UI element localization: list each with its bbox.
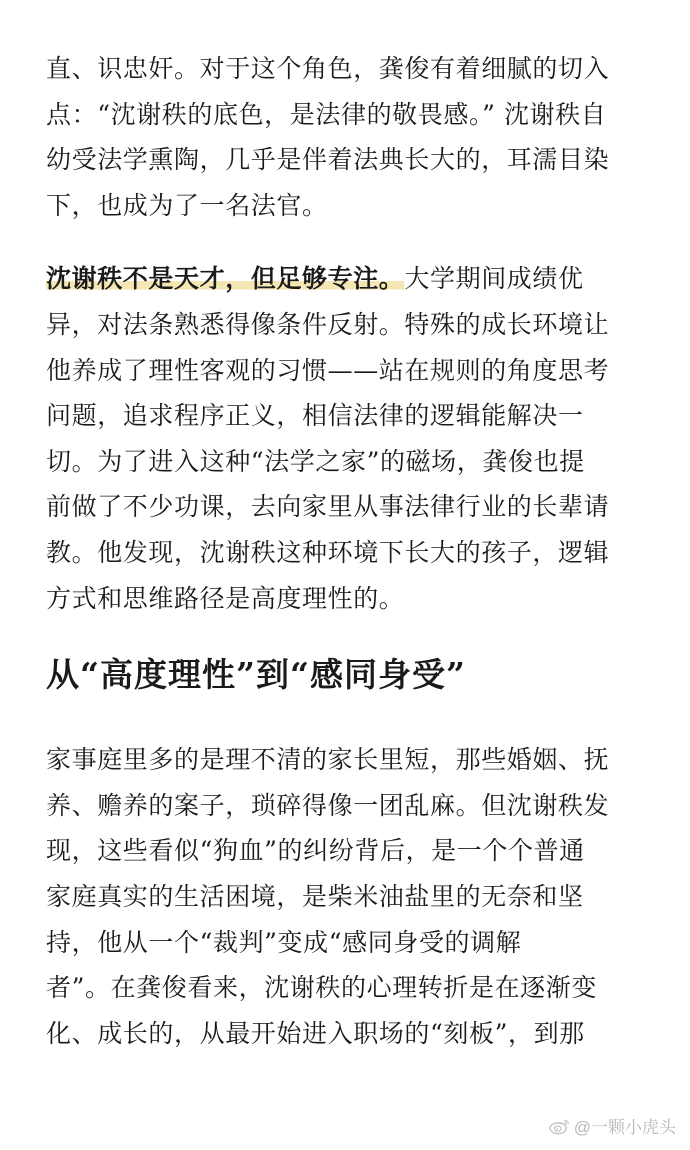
text-line: 异，对法条熟悉得像条件反射。特殊的成长环境让 [46, 309, 610, 339]
text-line: 化、成长的，从最开始进入职场的“刻板”，到那 [46, 1018, 585, 1048]
text-line: 幼受法学熏陶，几乎是伴着法典长大的，耳濡目染 [46, 145, 610, 175]
text-line: 他养成了理性客观的习惯——站在规则的角度思考 [46, 355, 610, 385]
text-line: 下，也成为了一名法官。 [46, 190, 328, 220]
paragraph-3 [46, 737, 646, 1056]
text-line [46, 256, 646, 302]
text-fragment: 大学期间成绩优 [404, 264, 584, 294]
text-line: 问题，追求程序正义，相信法律的逻辑能解决一 [46, 401, 584, 431]
text-line: 家庭真实的生活困境，是柴米油盐里的无奈和坚 [46, 881, 584, 911]
text-line: 家事庭里多的是理不清的家长里短，那些婚姻、抚 [46, 745, 610, 775]
text-line: 教。他发现，沈谢秩这种环境下长大的孩子，逻辑 [46, 537, 610, 567]
text-line: 养、赡养的案子，琐碎得像一团乱麻。但沈谢秩发 [46, 790, 610, 820]
text-line: 点：“沈谢秩的底色，是法律的敬畏感。” 沈谢秩自 [46, 99, 607, 129]
text-line: 者”。在龚俊看来，沈谢秩的心理转折是在逐渐变 [46, 973, 597, 1003]
text-line: 直、识忠奸。对于这个角色，龚俊有着细腻的切入 [46, 54, 610, 83]
text-line: 前做了不少功课，去向家里从事法律行业的长辈请 [46, 492, 610, 522]
weibo-logo-icon [549, 1117, 571, 1135]
highlighted-sentence: 沈谢秩不是天才，但足够专注。 [46, 264, 405, 294]
text-line: 方式和思维路径是高度理性的。 [46, 583, 405, 613]
paragraph-2 [46, 256, 646, 621]
watermark-text: @一颗小虎头 [573, 1118, 676, 1137]
section-heading: 从“高度理性”到“感同身受” [46, 655, 466, 695]
article-body [46, 46, 646, 1056]
text-line: 持，他从一个“裁判”变成“感同身受的调解 [46, 927, 522, 957]
text-line: 切。为了进入这种“法学之家”的磁场，龚俊也提 [46, 446, 585, 476]
text-line: 现，这些看似“狗血”的纠纷背后，是一个个普通 [46, 836, 585, 866]
paragraph-1 [46, 46, 646, 228]
watermark [549, 1113, 676, 1138]
